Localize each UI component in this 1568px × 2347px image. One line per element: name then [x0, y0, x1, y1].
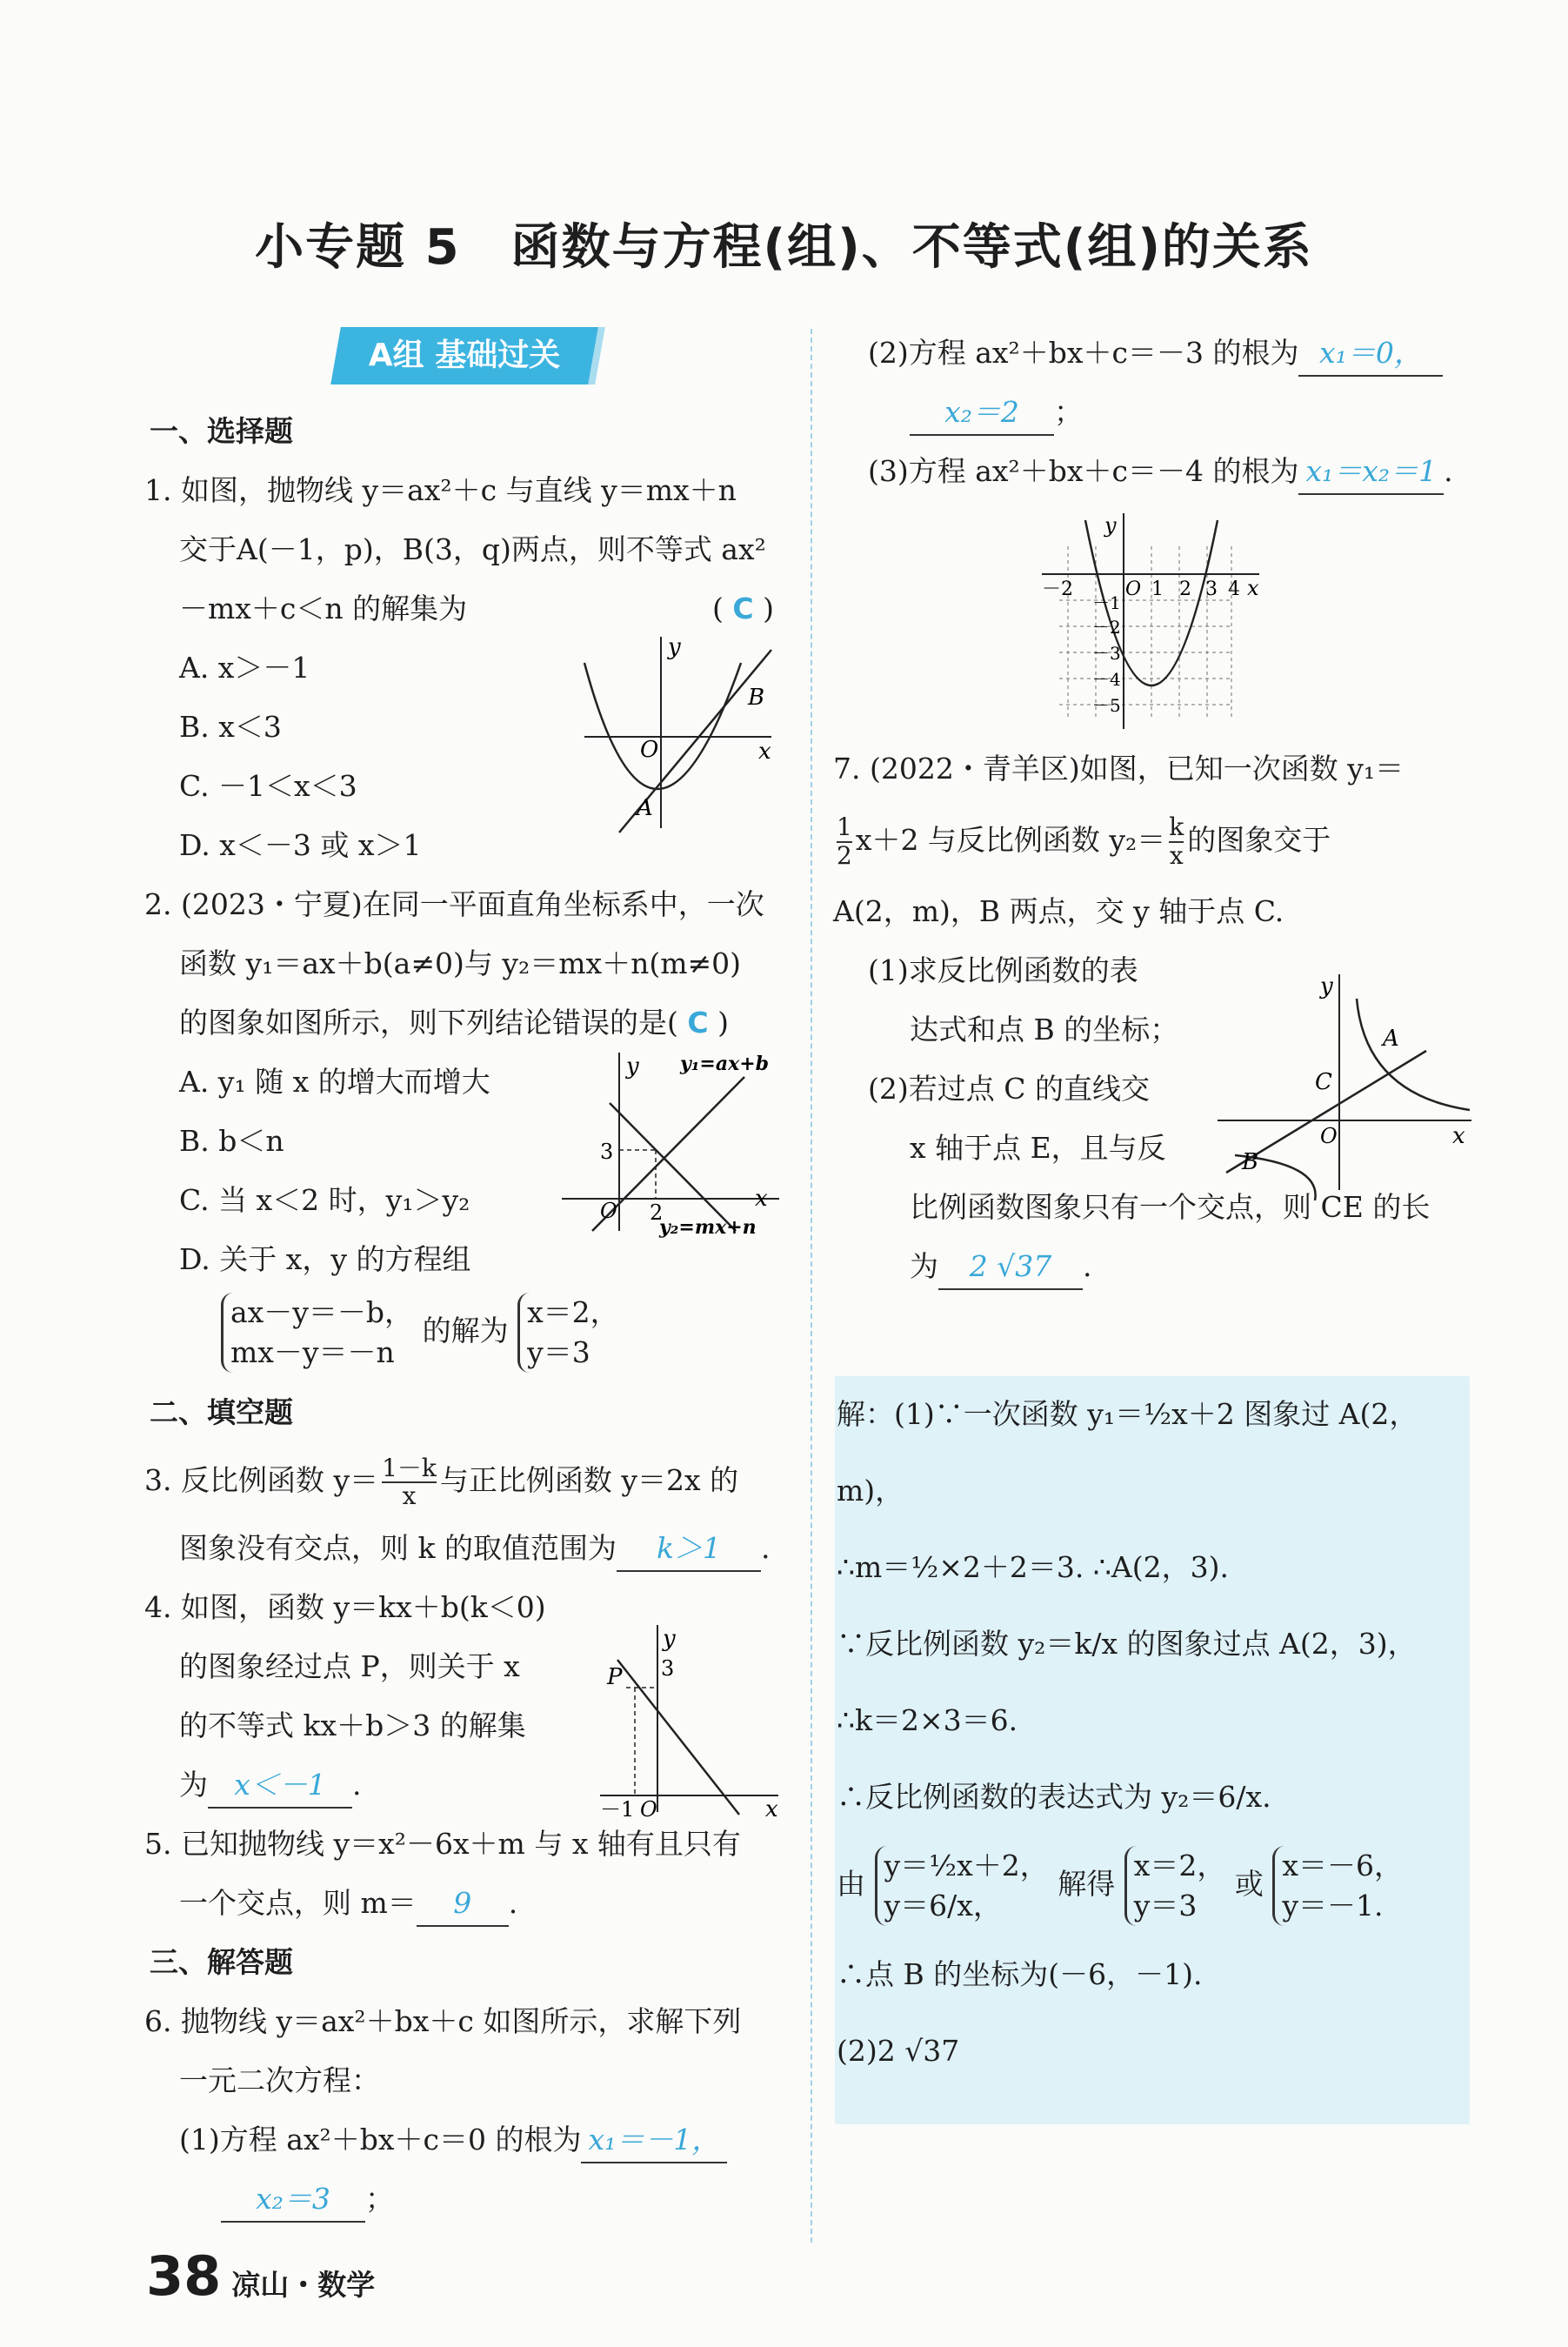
tick-3: 3	[600, 1140, 614, 1164]
q2-line: 函数 y₁＝ax＋b(a≠0)与 y₂＝mx＋n(m≠0)	[179, 946, 742, 980]
q6-p1-answer2: x₂＝3	[221, 2177, 365, 2223]
q7-figure	[1218, 973, 1478, 1200]
parabola	[584, 663, 741, 789]
den: x	[1169, 841, 1184, 870]
sol-line: 解：(1)∵一次函数 y₁＝½x＋2 图象过 A(2，m)，	[837, 1397, 1418, 1508]
sol-line: ∴反比例函数的表达式为 y₂＝6/x.	[837, 1780, 1271, 1814]
eq: mx－y＝－n	[230, 1335, 395, 1370]
q4-line: 的不等式 kx＋b＞3 的解集	[179, 1708, 526, 1743]
q7-p2	[833, 1237, 1477, 1296]
frac	[1169, 814, 1184, 870]
q6-p2-text: (2)方程 ax²＋bx＋c＝－3 的根为	[868, 336, 1299, 370]
q2-text: 的图象如图所示，则下列结论错误的是	[179, 1006, 667, 1040]
q3-answer: k＞1	[617, 1527, 761, 1572]
q7-post: 的图象交于	[1187, 823, 1331, 857]
q1-text: －mx＋c＜n 的解集为	[179, 592, 468, 625]
q2-option: B. b＜n	[179, 1124, 284, 1158]
q3-fraction	[382, 1455, 437, 1511]
point-b-label: B	[748, 685, 765, 711]
q6-p2-answer2: x₂＝2	[910, 391, 1054, 436]
sol-line: ∴点 B 的坐标为(－6，－1).	[837, 1957, 1203, 1992]
q7-end: .	[1083, 1249, 1092, 1283]
q7-p2: (2)若过点 C 的直线交	[868, 1072, 1150, 1106]
eq: y＝3	[1133, 1889, 1198, 1923]
footer	[146, 2244, 375, 2308]
q1-option: D. x＜－3 或 x＞1	[179, 828, 422, 862]
x-tick: 2	[1179, 578, 1191, 600]
q5-line	[144, 1874, 790, 1933]
sol-system	[1124, 1846, 1226, 1926]
section-solve: 三、解答题	[150, 1945, 293, 1980]
y-label: y	[663, 1626, 676, 1652]
q6-p3-text: (3)方程 ax²＋bx＋c＝－4 的根为	[868, 454, 1299, 488]
q6-part1-cont	[144, 2170, 790, 2229]
q7-mid: x＋2 与反比例函数 y₂＝	[855, 823, 1166, 857]
x-tick: －2	[1042, 578, 1073, 600]
q7-line	[833, 799, 1477, 882]
x-tick: 1	[1151, 578, 1164, 600]
q5-text: 一个交点，则 m＝	[179, 1886, 417, 1921]
page-number: 38	[146, 2244, 222, 2308]
sol-word: 解得	[1058, 1867, 1116, 1902]
q5-answer: 9	[417, 1882, 509, 1927]
system-mid: 的解为	[422, 1314, 509, 1348]
y-tick: －3	[1092, 643, 1121, 664]
origin-label: O	[640, 1797, 657, 1818]
q6-p1-text: (1)方程 ax²＋bx＋c＝0 的根为	[179, 2123, 582, 2157]
q6-p3-answer: x₁＝x₂＝1	[1298, 450, 1444, 495]
sol-system	[1272, 1846, 1403, 1926]
x-label: x	[1247, 576, 1259, 600]
y-tick: －2	[1092, 617, 1121, 638]
q6-part1	[144, 2110, 790, 2170]
q6-part2-cont	[833, 383, 1477, 442]
right-column	[833, 324, 1477, 501]
group-banner	[330, 327, 598, 384]
den: x	[382, 1481, 437, 1510]
q6-p3-end: .	[1444, 454, 1453, 488]
q4-figure	[600, 1625, 790, 1818]
q4-answer: x＜－1	[208, 1763, 352, 1809]
sol-word: 或	[1234, 1867, 1264, 1902]
q7-line: A(2，m)，B 两点，交 y 轴于点 C.	[833, 894, 1284, 928]
q3-post: 与正比例函数 y＝2x 的	[439, 1463, 739, 1498]
den: 2	[837, 841, 852, 870]
q6-p1-end: ；	[365, 2182, 394, 2217]
y-label: y	[626, 1053, 639, 1080]
line	[617, 1660, 739, 1815]
q6-figure	[1042, 512, 1270, 731]
eq: y＝6/x，	[884, 1889, 1002, 1923]
point-a-label: A	[637, 795, 653, 821]
eq: y＝3	[527, 1335, 591, 1370]
frac	[837, 814, 852, 870]
q3-pre: 3. 反比例函数 y＝	[144, 1463, 379, 1498]
q3-end: .	[760, 1531, 771, 1566]
sol-system-line	[837, 1835, 1471, 1936]
q1-option: B. x＜3	[179, 710, 282, 744]
q2-system	[144, 1293, 790, 1373]
q1-option: C. －1＜x＜3	[179, 769, 357, 803]
solution-text	[837, 1376, 1471, 2090]
sol-line: ∴k＝2×3＝6.	[837, 1703, 1018, 1737]
tick-minus1: －1	[600, 1797, 635, 1818]
q1-answer: C	[732, 592, 754, 625]
y-label: y	[1104, 513, 1117, 538]
line-y2-label: y₂=mx+n	[659, 1216, 757, 1239]
q6-line: 6. 抛物线 y＝ax²＋bx＋c 如图所示，求解下列	[144, 2004, 742, 2039]
q2-line: 的图象如图所示，则下列结论错误的是( C )	[179, 1006, 729, 1040]
num: k	[1169, 812, 1184, 842]
hyperbola-q1	[1357, 999, 1470, 1110]
section-choice: 一、选择题	[150, 414, 293, 448]
q4-line: 的图象经过点 P，则关于 x	[179, 1649, 520, 1684]
q4-line: 4. 如图，函数 y＝kx＋b(k＜0)	[144, 1590, 546, 1625]
q2-option: A. y₁ 随 x 的增大而增大	[179, 1065, 490, 1099]
x-label: x	[765, 1796, 778, 1818]
section-fill: 二、填空题	[150, 1395, 293, 1430]
q1-line: 1. 如图，抛物线 y＝ax²＋c 与直线 y＝mx＋n	[144, 473, 737, 507]
q1-option: A. x＞－1	[179, 651, 310, 685]
sol-line: (2)2 √37	[837, 2034, 960, 2069]
eq: y＝－1.	[1282, 1889, 1384, 1923]
q7-p2: x 轴于点 E，且与反	[910, 1131, 1166, 1165]
origin-label: O	[640, 737, 659, 763]
tick-3: 3	[661, 1656, 675, 1681]
line-y2	[610, 1103, 736, 1231]
sol-word: 由	[837, 1867, 865, 1902]
q7-line: 7. (2022・青羊区)如图，已知一次函数 y₁＝	[833, 752, 1405, 786]
q2-option: D. 关于 x，y 的方程组	[179, 1242, 471, 1276]
q1-figure	[576, 628, 784, 837]
y-tick: －1	[1092, 592, 1121, 613]
q6-p2-end: ；	[1054, 395, 1083, 429]
q3-line2	[144, 1519, 790, 1578]
q6-p2-answer: x₁＝0，	[1298, 331, 1443, 377]
q7-answer: 2 √37	[938, 1245, 1083, 1290]
x-label: x	[755, 1186, 768, 1212]
q1-line: 交于A(－1，p)，B(3，q)两点，则不等式 ax²	[179, 532, 766, 566]
system-left	[221, 1293, 413, 1373]
point-c-label: C	[1315, 1069, 1332, 1095]
q6-p1-answer: x₁＝－1，	[581, 2118, 727, 2163]
tick-2: 2	[650, 1200, 664, 1225]
q4-end: .	[352, 1768, 362, 1802]
q5-end: .	[508, 1886, 518, 1921]
banner-label: A组 基础过关	[368, 338, 561, 373]
point-p-label: P	[607, 1664, 623, 1690]
origin-label: O	[1125, 578, 1142, 600]
q2-figure	[562, 1053, 790, 1244]
q6-part3	[833, 442, 1477, 501]
page-title: 小专题 5 函数与方程(组)、不等式(组)的关系	[255, 219, 1313, 276]
x-label: x	[758, 739, 771, 765]
y-tick: －5	[1092, 695, 1121, 716]
y-label: y	[668, 634, 681, 660]
q7-p1: 达式和点 B 的坐标；	[910, 1013, 1179, 1046]
q3-line	[144, 1442, 790, 1519]
q7-p2-text: 为	[910, 1249, 938, 1283]
origin-label: O	[600, 1199, 617, 1223]
q4-text: 为	[179, 1768, 208, 1802]
q7-p1: (1)求反比例函数的表	[868, 953, 1138, 987]
sol-line: ∵反比例函数 y₂＝k/x 的图象过点 A(2，3)，	[837, 1627, 1417, 1661]
eq: y＝½x＋2，	[884, 1849, 1049, 1882]
eq: x＝2，	[1133, 1849, 1226, 1882]
sol-line: ∴m＝½×2＋2＝3. ∴A(2，3).	[837, 1550, 1229, 1584]
q5-line: 5. 已知抛物线 y＝x²－6x＋m 与 x 轴有且只有	[144, 1827, 741, 1862]
book-name: 凉山・数学	[231, 2268, 376, 2302]
y-label: y	[1320, 973, 1333, 1000]
eq: x＝－6，	[1282, 1849, 1403, 1882]
x-tick: 3	[1205, 578, 1218, 600]
line-y1-label: y₁=ax+b	[680, 1053, 770, 1075]
point-b-label: B	[1242, 1149, 1259, 1175]
column-divider	[811, 329, 812, 2243]
point-a-label: A	[1383, 1026, 1399, 1052]
q6-part2	[833, 324, 1477, 383]
x-label: x	[1452, 1123, 1465, 1149]
system-right	[517, 1293, 619, 1373]
q6-line: 一元二次方程：	[179, 2063, 380, 2098]
q3-text: 图象没有交点，则 k 的取值范围为	[179, 1531, 617, 1566]
y-tick: －4	[1092, 669, 1121, 690]
eq: x＝2，	[527, 1295, 619, 1329]
num: 1	[837, 812, 852, 842]
q7-p2: 比例函数图象只有一个交点，则 CE 的长	[910, 1190, 1431, 1224]
sol-system	[875, 1846, 1049, 1926]
q2-answer: C	[687, 1006, 709, 1040]
q1-answer-box: ( C )	[712, 592, 774, 625]
num: 1－k	[382, 1453, 437, 1482]
origin-label: O	[1320, 1124, 1338, 1148]
q2-line: 2. (2023・宁夏)在同一平面直角坐标系中，一次	[144, 887, 764, 921]
q2-option: C. 当 x＜2 时，y₁＞y₂	[179, 1183, 470, 1217]
x-tick: 4	[1228, 578, 1240, 600]
eq: ax－y＝－b，	[230, 1295, 414, 1329]
